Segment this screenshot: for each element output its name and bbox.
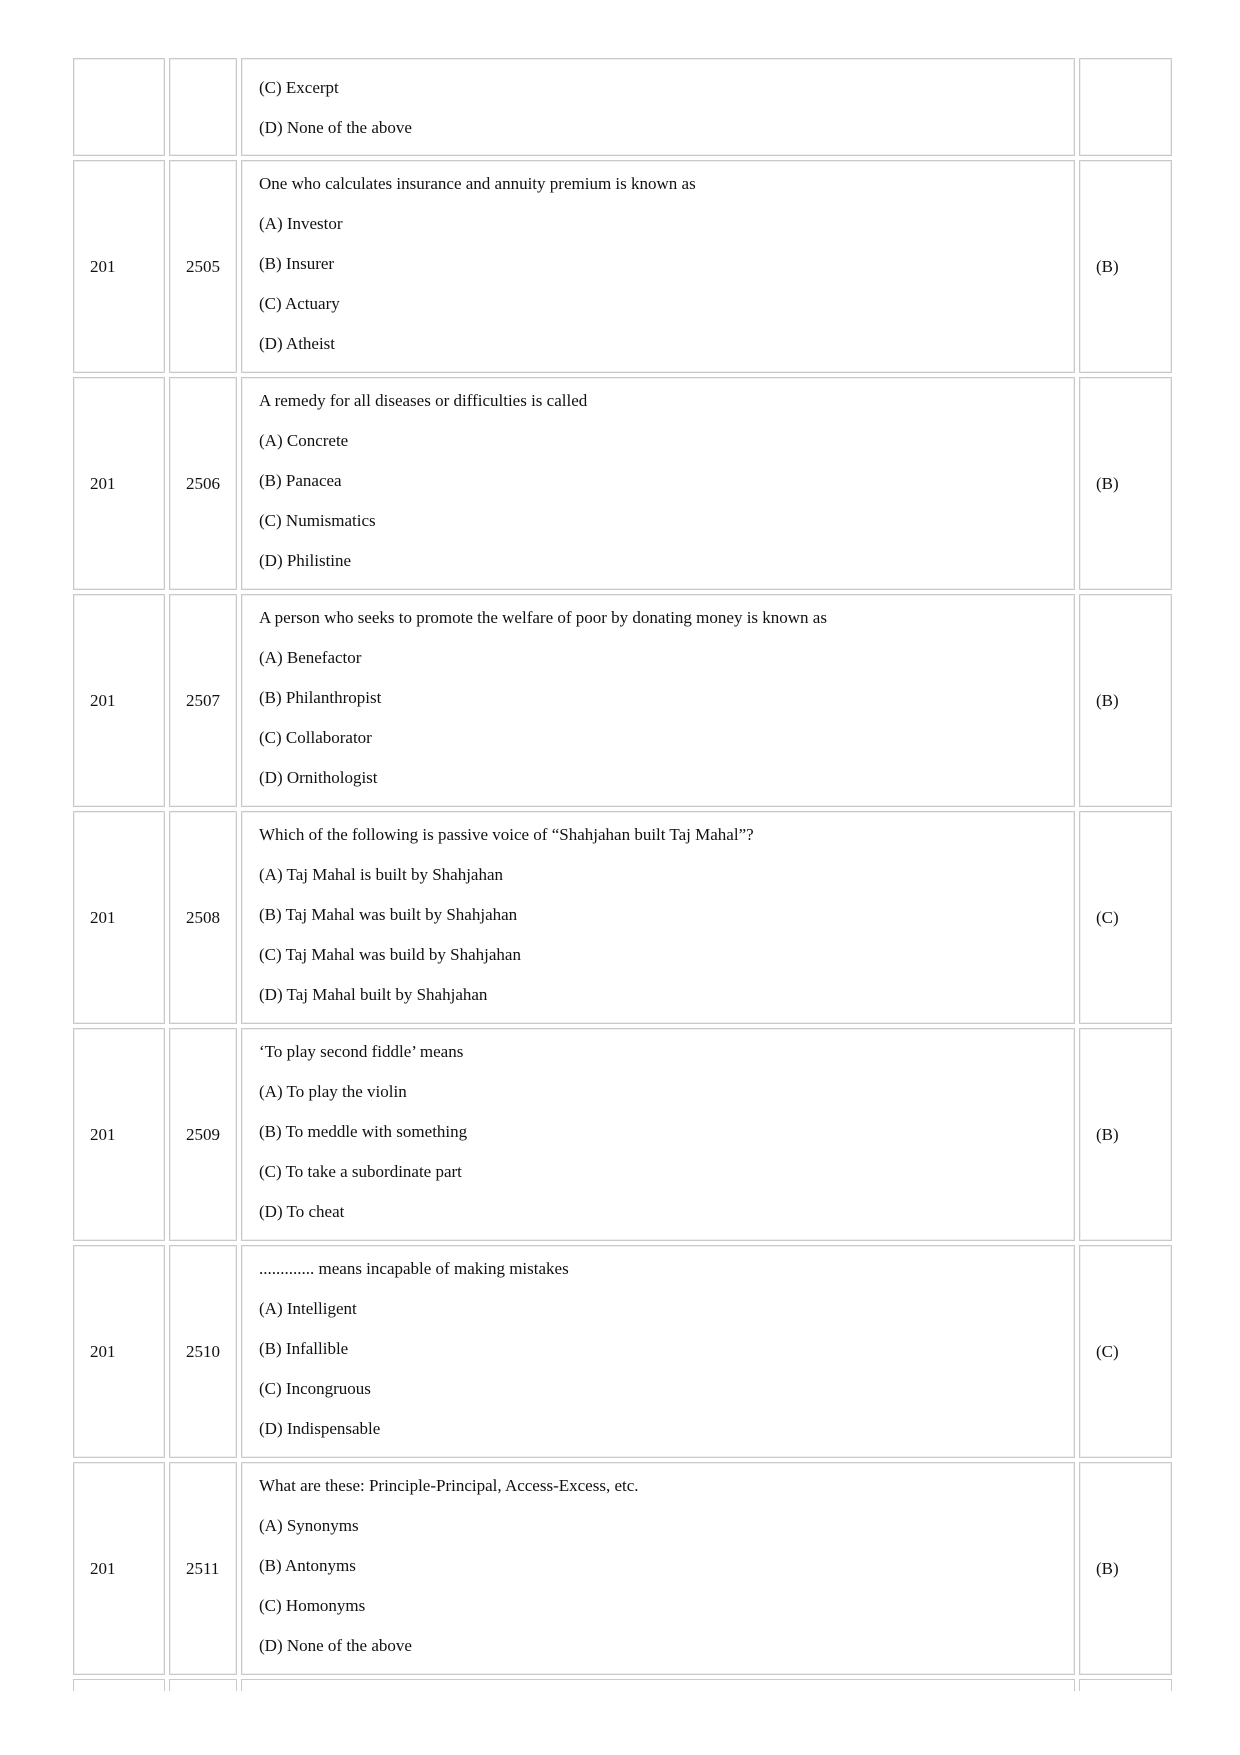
option-text: (A) To play the violin: [259, 1082, 407, 1101]
table-row: [73, 1028, 1172, 1241]
number-cell: 2511: [169, 1462, 237, 1675]
option-text: (D) None of the above: [259, 1636, 412, 1655]
table-row: [73, 160, 1172, 373]
code-cell: 201: [73, 1028, 165, 1241]
number-cell: 2508: [169, 811, 237, 1024]
question-text: One who calculates insurance and annuity premium is known as: [259, 174, 696, 193]
number-cell: [169, 58, 237, 156]
option-text: (D) Philistine: [259, 551, 352, 570]
option-text: (B) Antonyms: [259, 1556, 356, 1575]
option-text: (B) Panacea: [259, 471, 342, 490]
number-cell: 2506: [169, 377, 237, 590]
option-text: (D) To cheat: [259, 1202, 345, 1221]
table-row-next: [73, 1679, 1172, 1691]
code-cell: 201: [73, 1462, 165, 1675]
answer-cell: (B): [1079, 594, 1172, 807]
code-cell: 201: [73, 1245, 165, 1458]
question-cell: [241, 1679, 1075, 1691]
table-row: [73, 811, 1172, 1024]
option-text: (C) Incongruous: [259, 1379, 371, 1398]
table-row: [73, 377, 1172, 590]
question-cell: [241, 1245, 1075, 1458]
answer-cell: (B): [1079, 1028, 1172, 1241]
answer-cell: (C): [1079, 811, 1172, 1024]
option-text: (B) To meddle with something: [259, 1122, 468, 1141]
question-table: [73, 58, 1172, 1695]
question-text: ‘To play second fiddle’ means: [259, 1042, 464, 1061]
option-text: (A) Intelligent: [259, 1299, 357, 1318]
option-text: (A) Concrete: [259, 431, 349, 450]
option-text: (C) Excerpt: [259, 78, 339, 97]
option-text: (D) Taj Mahal built by Shahjahan: [259, 985, 488, 1004]
answer-cell: (B): [1079, 377, 1172, 590]
number-cell: 2510: [169, 1245, 237, 1458]
option-text: (A) Synonyms: [259, 1516, 359, 1535]
option-text: (D) Atheist: [259, 334, 336, 353]
answer-cell: [1079, 1679, 1172, 1691]
number-cell: 2505: [169, 160, 237, 373]
code-cell: [73, 1679, 165, 1691]
option-text: (C) Taj Mahal was build by Shahjahan: [259, 945, 521, 964]
option-text: (A) Investor: [259, 214, 343, 233]
answer-cell: (B): [1079, 160, 1172, 373]
option-text: (C) Collaborator: [259, 728, 372, 747]
question-cell: [241, 594, 1075, 807]
option-text: (D) Ornithologist: [259, 768, 378, 787]
number-cell: 2507: [169, 594, 237, 807]
code-cell: [73, 58, 165, 156]
option-text: (D) Indispensable: [259, 1419, 381, 1438]
option-text: (B) Insurer: [259, 254, 335, 273]
option-text: (B) Philanthropist: [259, 688, 382, 707]
question-cell: [241, 160, 1075, 373]
option-text: (B) Taj Mahal was built by Shahjahan: [259, 905, 518, 924]
option-text: (A) Benefactor: [259, 648, 362, 667]
answer-cell: (C): [1079, 1245, 1172, 1458]
code-cell: 201: [73, 377, 165, 590]
code-cell: 201: [73, 811, 165, 1024]
table-row: [73, 1245, 1172, 1458]
number-cell: 2509: [169, 1028, 237, 1241]
question-text: Which of the following is passive voice of “Shahjahan built Taj Mahal”?: [259, 825, 754, 844]
question-text: A remedy for all diseases or difficulties is called: [259, 391, 588, 410]
answer-cell: (B): [1079, 1462, 1172, 1675]
number-cell: [169, 1679, 237, 1691]
answer-cell: [1079, 58, 1172, 156]
table-row: [73, 1462, 1172, 1675]
code-cell: 201: [73, 594, 165, 807]
question-cell: [241, 811, 1075, 1024]
question-cell: [241, 58, 1075, 156]
option-text: (A) Taj Mahal is built by Shahjahan: [259, 865, 504, 884]
option-text: (D) None of the above: [259, 118, 412, 137]
table-row: [73, 594, 1172, 807]
table-row-continued: [73, 58, 1172, 156]
option-text: (C) Homonyms: [259, 1596, 366, 1615]
question-cell: [241, 1028, 1075, 1241]
option-text: (B) Infallible: [259, 1339, 349, 1358]
option-text: (C) Actuary: [259, 294, 340, 313]
question-cell: [241, 377, 1075, 590]
question-text: ............. means incapable of making mistakes: [259, 1259, 569, 1278]
option-text: (C) To take a subordinate part: [259, 1162, 462, 1181]
option-text: (C) Numismatics: [259, 511, 376, 530]
question-text: A person who seeks to promote the welfare of poor by donating money is known as: [259, 608, 827, 627]
question-text: What are these: Principle-Principal, Access-Excess, etc.: [259, 1476, 639, 1495]
question-cell: [241, 1462, 1075, 1675]
code-cell: 201: [73, 160, 165, 373]
